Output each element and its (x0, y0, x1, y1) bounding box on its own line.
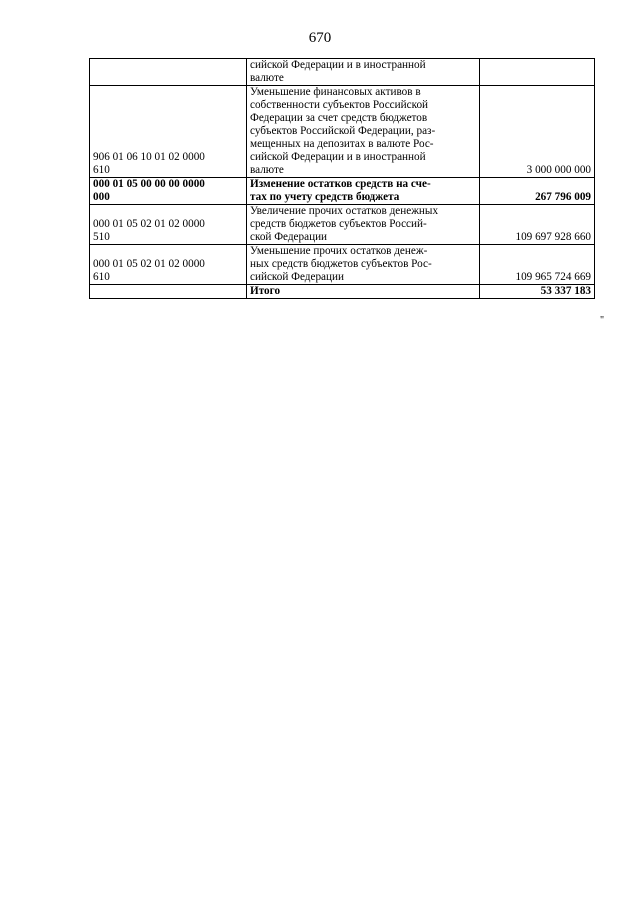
amount-cell: 267 796 009 (480, 178, 595, 205)
amount-cell (480, 59, 595, 86)
description-line: сийской Федерации (250, 271, 344, 283)
description-cell (247, 245, 480, 285)
description-line: валюте (250, 72, 284, 84)
description-cell (247, 178, 480, 205)
table-row (90, 205, 595, 245)
total-row (90, 285, 595, 299)
amount-cell: 3 000 000 000 (480, 86, 595, 178)
total-label: Итого (250, 285, 281, 297)
amount-cell: 109 697 928 660 (480, 205, 595, 245)
description-line: сийской Федерации и в иностранной (250, 151, 426, 163)
description-line: ской Федерации (250, 231, 328, 243)
budget-code-line: 000 01 05 02 01 02 0000 (93, 218, 205, 230)
budget-sources-table (89, 58, 595, 299)
description-cell (247, 86, 480, 178)
description-line: сийской Федерации и в иностранной (250, 59, 426, 71)
table-row (90, 245, 595, 285)
budget-code-line: 000 (93, 191, 110, 203)
table-row (90, 86, 595, 178)
table-row (90, 59, 595, 86)
budget-code-cell (90, 86, 247, 178)
page-number: 670 (308, 30, 332, 46)
description-cell (247, 205, 480, 245)
table-row (90, 178, 595, 205)
budget-code-line: 906 01 06 10 01 02 0000 (93, 151, 205, 163)
description-line: Уменьшение финансовых активов в (250, 86, 421, 98)
description-line: ных средств бюджетов субъектов Рос- (250, 258, 432, 270)
budget-code-cell (90, 59, 247, 86)
description-line: собственности субъектов Российской (250, 99, 429, 111)
description-cell (247, 59, 480, 86)
description-line: тах по учету средств бюджета (250, 191, 400, 203)
budget-code-cell (90, 205, 247, 245)
description-line: Уменьшение прочих остатков денеж- (250, 245, 428, 257)
budget-code-cell (90, 178, 247, 205)
budget-code-cell (90, 245, 247, 285)
budget-code-line: 610 (93, 164, 110, 176)
description-cell (247, 285, 480, 299)
budget-code-line: 610 (93, 271, 110, 283)
budget-code-line: 000 01 05 00 00 00 0000 (93, 178, 205, 190)
description-line: Федерации за счет средств бюджетов (250, 112, 428, 124)
description-line: субъектов Российской Федерации, раз- (250, 125, 436, 137)
total-amount-cell: 53 337 183 (480, 285, 595, 299)
description-line: валюте (250, 164, 284, 176)
budget-code-line: 510 (93, 231, 110, 243)
budget-code-cell (90, 285, 247, 299)
budget-code-line: 000 01 05 02 01 02 0000 (93, 258, 205, 270)
description-line: Увеличение прочих остатков денежных (250, 205, 439, 217)
amount-cell: 109 965 724 669 (480, 245, 595, 285)
description-line: мещенных на депозитах в валюте Рос- (250, 138, 434, 150)
closing-quote: " (600, 315, 605, 326)
description-line: средств бюджетов субъектов Россий- (250, 218, 427, 230)
description-line: Изменение остатков средств на сче- (250, 178, 431, 190)
